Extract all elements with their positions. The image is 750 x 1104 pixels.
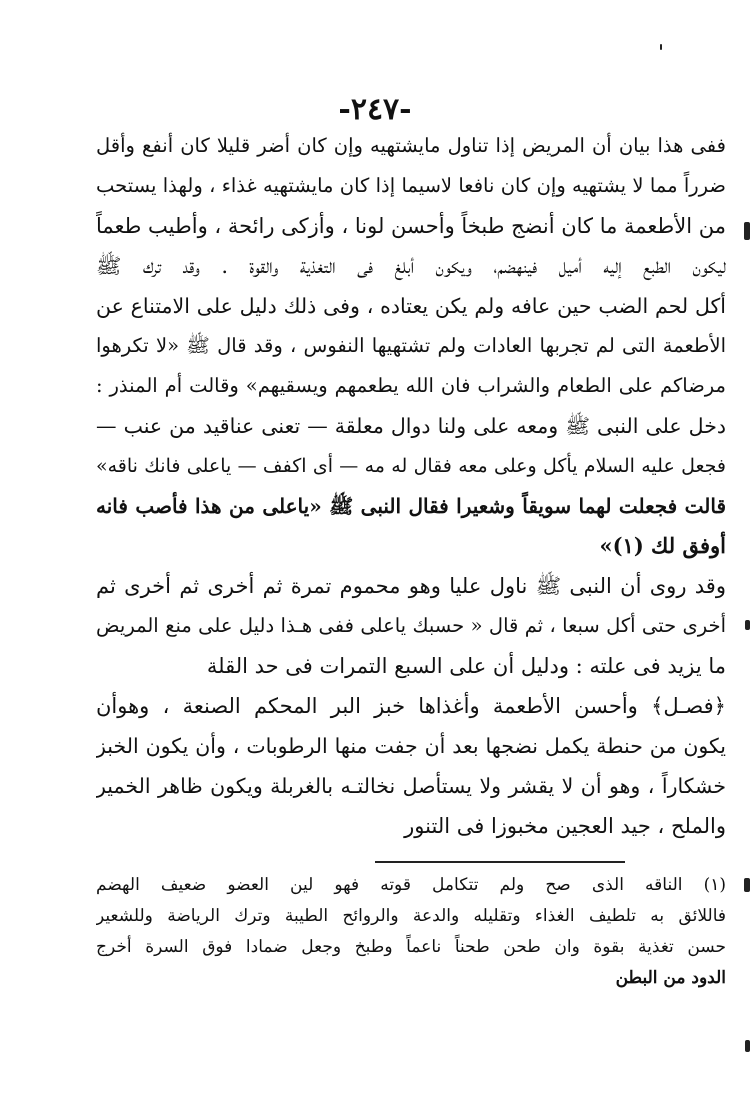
body-line: وقد روى أن النبى ﷺ ناول عليا وهو محموم تمرة ثم أخرى ثم أخرى ثم (96, 574, 726, 598)
footnote-line: حسن تغذية بقوة وان طحن طحناً ناعماً وطبخ وجعل ضمادا فوق السرة أخرج (96, 937, 726, 957)
body-line: دخل على النبى ﷺ ومعه على ولنا دوال معلقة — تعنى عناقيد من عنب — (96, 414, 726, 438)
footnote-line: الدود من البطن (615, 968, 726, 988)
body-line: أكل لحم الضب حين عافه ولم يكن يعتاده ، وفى ذلك دليل على الامتناع عن (96, 294, 726, 318)
body-line: ما يزيد فى علته : ودليل أن على السبع التمرات فى حد القلة (206, 654, 726, 678)
footnote-line: فاللائق به تلطيف الغذاء وتقليله والدعة والروائح الطيبة وترك الرياضة وللشعير (96, 906, 726, 926)
body-line: خشكاراً ، وهو أن لا يقشر ولا يستأصل نخالتـه بالغربلة ويكون ظاهر الخمير (96, 774, 726, 798)
body-line: مرضاكم على الطعام والشراب فان الله يطعمهم ويسقيهم» وقالت أم المنذر : (96, 374, 726, 397)
body-line: ليكون الطبع إليه أميل فينهضم، ويكون أبلغ فى التغذية والقوة . وقد ترك ﷺ (96, 254, 726, 278)
body-line: أوفق لك (١)» (599, 533, 726, 558)
body-line: والملح ، جيد العجين مخبوزا فى التنور (404, 814, 726, 838)
body-line: الأطعمة التى لم تجربها العادات ولم تشتهيها النفوس ، وقد قال ﷺ «لا تكرهوا (96, 334, 726, 357)
footnote (96, 870, 726, 994)
footnote-divider (375, 861, 625, 863)
page-number: -٢٤٧- (338, 92, 412, 127)
body-line: يكون من حنطة يكمل نضجها بعد أن جفت منها الرطوبات ، وأن يكون الخبز (96, 734, 726, 758)
scan-edge-mark (744, 878, 750, 892)
body-line: ففى هذا بيان أن المريض إذا تناول مايشتهيه وإن كان أضر قليلا كان أنفع وأقل (96, 134, 726, 157)
body-line: من الأطعمة ما كان أنضج طبخاً وأحسن لونا ، وأزكى رائحة ، وأطيب طعماً (96, 214, 726, 238)
body-line: فجعل عليه السلام يأكل وعلى معه فقال له مه — أى اكفف — ياعلى فانك ناقه» (96, 455, 726, 477)
body-text (96, 126, 726, 846)
scan-edge-mark (744, 222, 750, 240)
scan-edge-mark (745, 620, 750, 630)
footnote-line: (١) الناقه الذى صح ولم تتكامل قوته فهو لين العضو ضعيف الهضم (96, 875, 726, 895)
section-heading-line: ﴿فصـل﴾ وأحسن الأطعمة وأغذاها خبز البر المحكم الصنعة ، وهوأن (96, 694, 726, 718)
scan-speck (660, 44, 662, 50)
body-line: أخرى حتى أكل سبعا ، ثم قال « حسبك ياعلى ففى هـذا دليل على منع المريض (96, 614, 726, 637)
body-line: ضرراً مما لا يشتهيه وإن كان نافعا لاسيما إذا كان مايشتهيه غذاء ، ولهذا يستحب (96, 174, 726, 197)
body-line: قالت فجعلت لهما سويقاً وشعيرا فقال النبى ﷺ «ياعلى من هذا فأصب فانه (96, 494, 726, 518)
scan-edge-mark (745, 1040, 750, 1052)
